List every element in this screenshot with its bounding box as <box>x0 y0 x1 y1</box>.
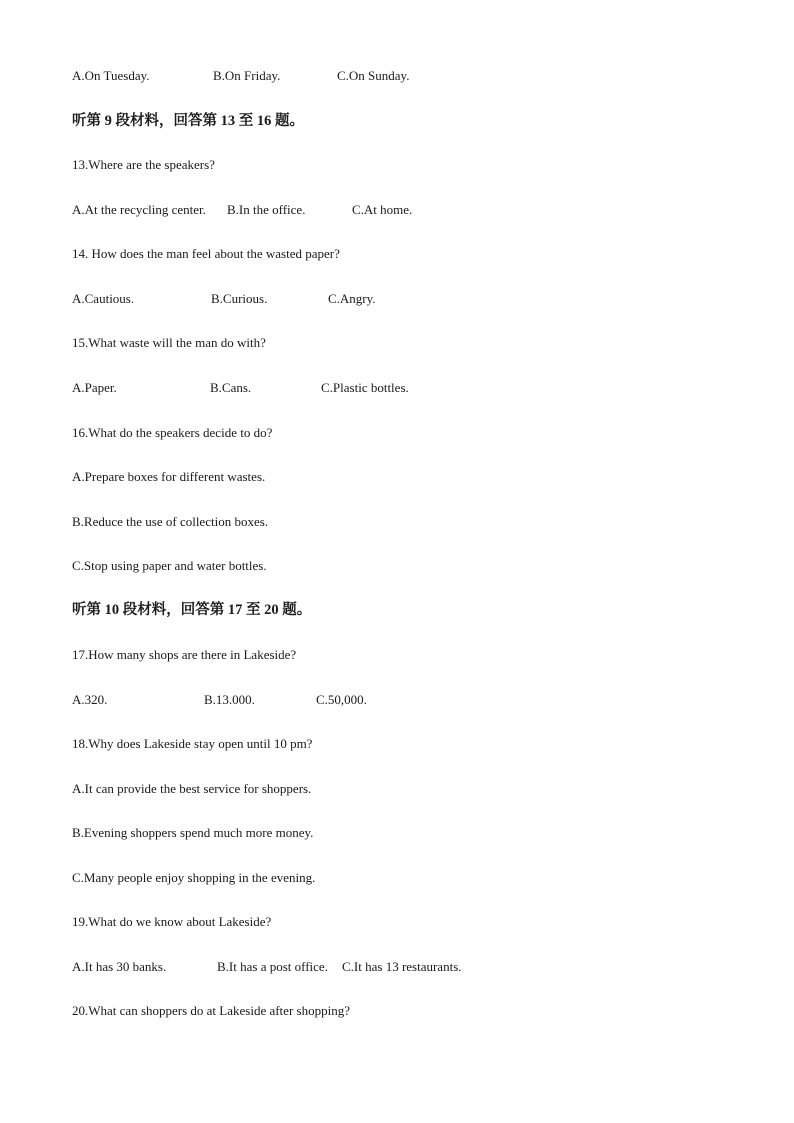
q19-option-a: A.It has 30 banks. <box>72 959 167 974</box>
q12-option-a: A.On Tuesday. <box>72 68 150 83</box>
q16-option-b: B.Reduce the use of collection boxes. <box>72 514 269 529</box>
section9-heading: 听第 9 段材料，回答第 13 至 16 题。 <box>72 113 304 129</box>
q19-option-b: B.It has a post office. <box>217 959 328 974</box>
q13-question: 13.Where are the speakers? <box>72 157 215 172</box>
q19-option-c: C.It has 13 restaurants. <box>342 959 462 974</box>
q13-option-b: B.In the office. <box>227 202 306 217</box>
q16-option-a: A.Prepare boxes for different wastes. <box>72 469 266 484</box>
q14-option-c: C.Angry. <box>328 291 376 306</box>
q16-option-c: C.Stop using paper and water bottles. <box>72 558 267 573</box>
q16-question: 16.What do the speakers decide to do? <box>72 425 273 440</box>
q13-option-c: C.At home. <box>352 202 413 217</box>
q15-option-c: C.Plastic bottles. <box>321 380 409 395</box>
q20-question: 20.What can shoppers do at Lakeside after shopping? <box>72 1003 350 1018</box>
q17-option-a: A.320. <box>72 692 108 707</box>
q15-option-b: B.Cans. <box>210 380 252 395</box>
q14-option-b: B.Curious. <box>211 291 268 306</box>
q12-option-b: B.On Friday. <box>213 68 281 83</box>
q15-option-a: A.Paper. <box>72 380 117 395</box>
q17-option-c: C.50,000. <box>316 692 367 707</box>
q13-option-a: A.At the recycling center. <box>72 202 206 217</box>
q18-option-b: B.Evening shoppers spend much more money. <box>72 825 314 840</box>
q15-question: 15.What waste will the man do with? <box>72 335 266 350</box>
q14-question: 14. How does the man feel about the wasted paper? <box>72 246 340 261</box>
q18-option-a: A.It can provide the best service for shoppers. <box>72 781 312 796</box>
q12-option-c: C.On Sunday. <box>337 68 410 83</box>
q18-option-c: C.Many people enjoy shopping in the evening. <box>72 870 316 885</box>
section10-heading: 听第 10 段材料，回答第 17 至 20 题。 <box>72 602 312 618</box>
q18-question: 18.Why does Lakeside stay open until 10 pm? <box>72 736 313 751</box>
q14-option-a: A.Cautious. <box>72 291 135 306</box>
q17-question: 17.How many shops are there in Lakeside? <box>72 647 297 662</box>
q19-question: 19.What do we know about Lakeside? <box>72 914 272 929</box>
q17-option-b: B.13.000. <box>204 692 255 707</box>
